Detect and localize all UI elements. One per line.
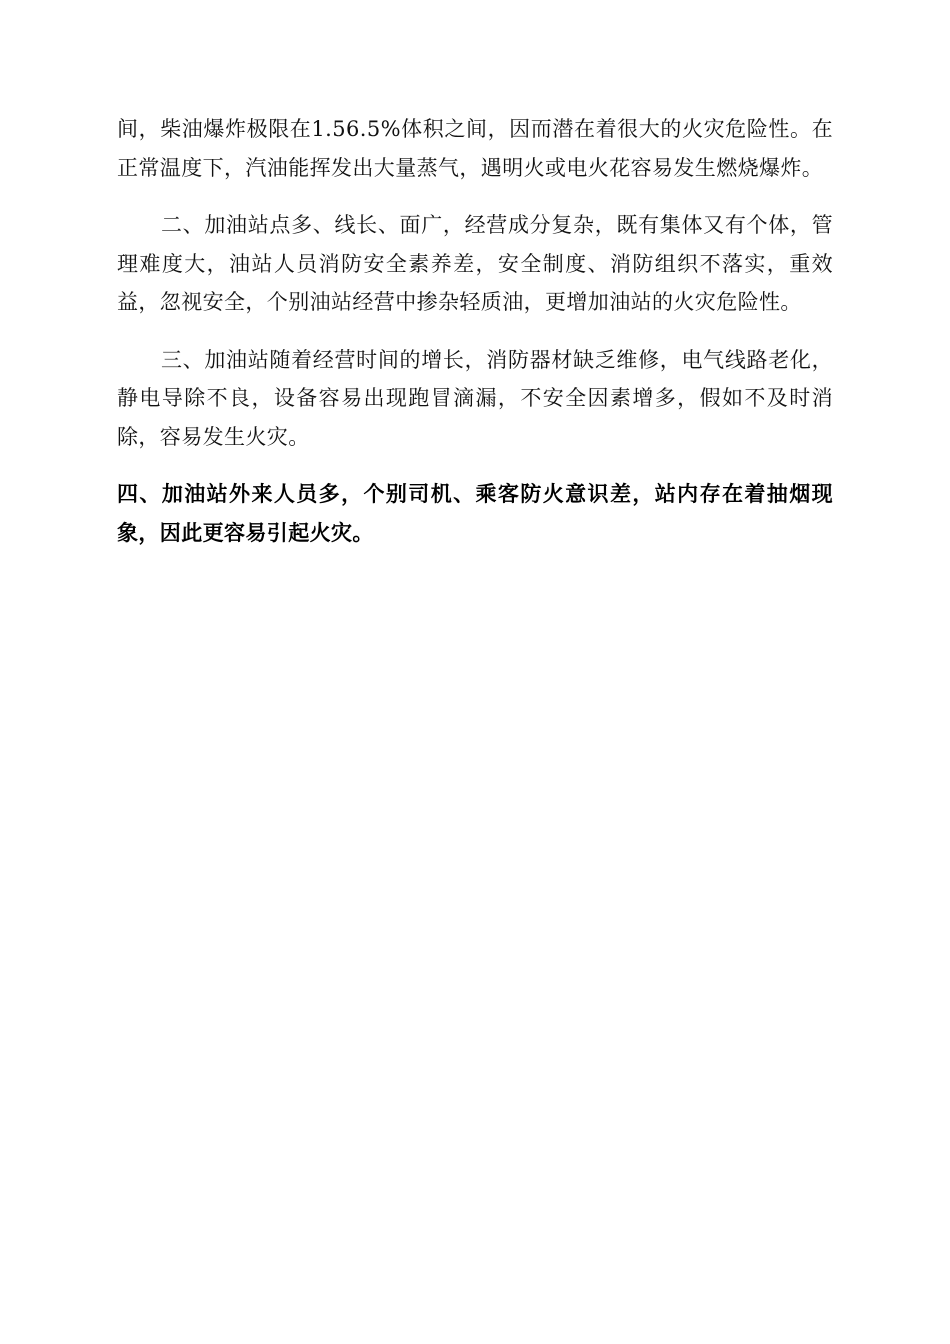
paragraph-point-two: 二、加油站点多、线长、面广，经营成分复杂，既有集体又有个体，管理难度大，油站人员消防安全素养差，安全制度、消防组织不落实，重效益，忽视安全，个别油站经营中掺杂轻质油，更增加油站的火灾危险性。 (117, 213, 833, 314)
paragraph-point-four: 四、加油站外来人员多，个别司机、乘客防火意识差，站内存在着抽烟现象，因此更容易引起火灾。 (117, 482, 833, 545)
paragraph-continuation: 间，柴油爆炸极限在1.56.5%体积之间，因而潜在着很大的火灾危险性。在正常温度下，汽油能挥发出大量蒸气，遇明火或电火花容易发生燃烧爆炸。 (117, 117, 833, 180)
document-body (117, 110, 833, 571)
paragraph-point-three: 三、加油站随着经营时间的增长，消防器材缺乏维修，电气线路老化，静电导除不良，设备容易出现跑冒滴漏，不安全因素增多，假如不及时消除，容易发生火灾。 (117, 347, 833, 449)
